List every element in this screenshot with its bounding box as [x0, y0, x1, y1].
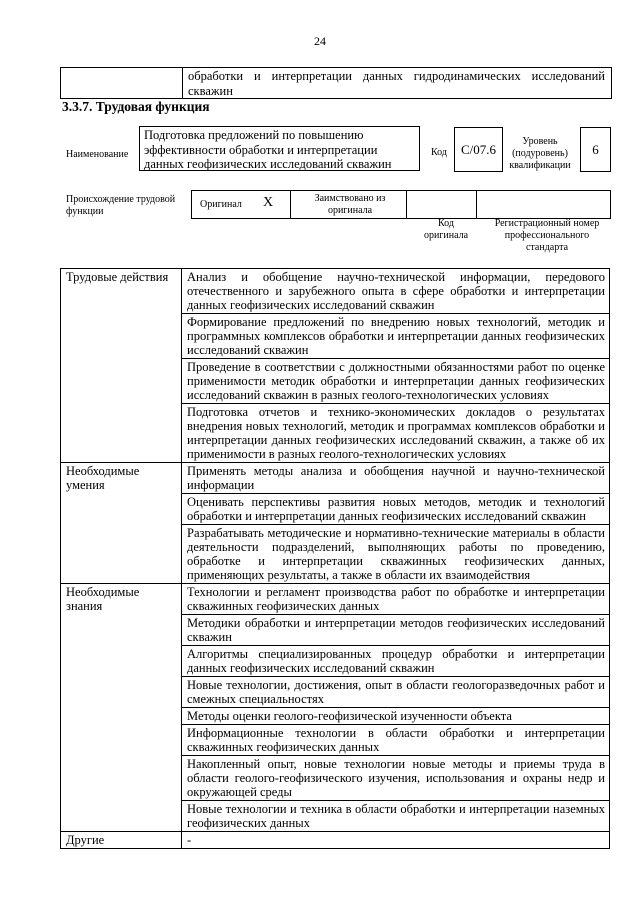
- row-item-text: Новые технологии, достижения, опыт в области геологоразведочных работ и смежных специальностях: [182, 677, 610, 708]
- level-value-box: 6: [580, 127, 611, 172]
- level-label: Уровень (подуровень) квалификации: [509, 136, 571, 171]
- original-mark: X: [263, 195, 274, 210]
- row-item-text: Оценивать перспективы развития новых методов, методик и технологий обработки и интерпретации данных геофизических исследований скважин: [182, 494, 610, 525]
- continuation-table: [60, 67, 612, 99]
- row-category-label: Необходимые умения: [61, 463, 182, 584]
- table-row: [61, 832, 610, 849]
- function-details-table: [60, 268, 610, 868]
- row-item-text: -: [182, 832, 610, 849]
- original-label: Оригинал: [200, 199, 242, 210]
- row-item-text: Технологии и регламент производства работ по обработке и интерпретации скважинных геофизических данных: [182, 584, 610, 615]
- row-item-text: Информационные технологии в области обработки и интерпретации скважинных геофизических данных: [182, 725, 610, 756]
- origin-divider-3: [476, 191, 477, 218]
- origin-divider-1: [290, 191, 291, 218]
- row-item-text: Новые технологии и техника в области обработки и интерпретации наземных геофизических данных: [182, 801, 610, 832]
- origin-divider-2: [406, 191, 407, 218]
- row-item-text: Проведение в соответствии с должностными обязанностями работ по оценке применимости методик обработки и интерпретации данных геофизических исследований скважин в разных геолого-технологических условиях: [182, 359, 610, 404]
- function-name-box: Подготовка предложений по повышению эффективности обработки и интерпретации данных геофизических исследований скважин: [139, 126, 420, 171]
- function-code-box: С/07.6: [454, 127, 503, 172]
- continuation-text: обработки и интерпретации данных гидродинамических исследований скважин: [188, 69, 605, 98]
- table-row: [61, 584, 610, 615]
- row-item-text: Применять методы анализа и обобщения научной и научно-технической информации: [182, 463, 610, 494]
- row-item-text: Методики обработки и интерпретации методов геофизических исследований скважин: [182, 615, 610, 646]
- row-item-text: Анализ и обобщение научно-технической информации, передового отечественного и зарубежного опыта в сфере обработки и интерпретации данных геофизических исследований скважин: [182, 269, 610, 314]
- row-item-text: Разрабатывать методические и нормативно-технические материалы в области деятельности подразделений, выполняющих работы по проведению, обработке и интерпретации скважинных геофизических данных, применяющих результаты, а также в области их взаимодействия: [182, 525, 610, 584]
- page-number: 24: [314, 34, 326, 48]
- origin-table: [191, 190, 611, 219]
- row-category-label: Трудовые действия: [61, 269, 182, 463]
- borrowed-label: Заимствовано из оригинала: [314, 193, 386, 216]
- table-row: [61, 269, 610, 314]
- code-original-caption: Код оригинала: [423, 218, 469, 241]
- row-item-text: Подготовка отчетов и технико-экономических докладов о результатах внедрения новых технологий, методик и программах комплексов обработки и интерпретации данных геофизических исследований скважин, а также об их применимости в разных геолого-технологических условиях: [182, 404, 610, 463]
- row-category-label: Необходимые знания: [61, 584, 182, 832]
- row-item-text: Алгоритмы специализированных процедур обработки и интерпретации данных геофизических исследований скважин: [182, 646, 610, 677]
- section-title: 3.3.7. Трудовая функция: [62, 99, 210, 114]
- continuation-divider: [182, 68, 183, 98]
- code-label: Код: [431, 147, 447, 158]
- row-item-text: Методы оценки геолого-геофизической изученности объекта: [182, 708, 610, 725]
- row-item-text: Накопленный опыт, новые технологии новые методы и приемы труда в области геолого-геофизического изучения, использования и охраны недр и окружающей среды: [182, 756, 610, 801]
- row-item-text: Формирование предложений по внедрению новых технологий, методик и программных комплексов обработки и интерпретации данных геофизических исследований скважин: [182, 314, 610, 359]
- name-label: Наименование: [66, 149, 129, 160]
- registration-caption: Регистрационный номер профессионального стандарта: [494, 218, 600, 253]
- row-category-label: Другие: [61, 832, 182, 849]
- origin-label: Происхождение трудовой функции: [66, 194, 176, 217]
- table-row: [61, 463, 610, 494]
